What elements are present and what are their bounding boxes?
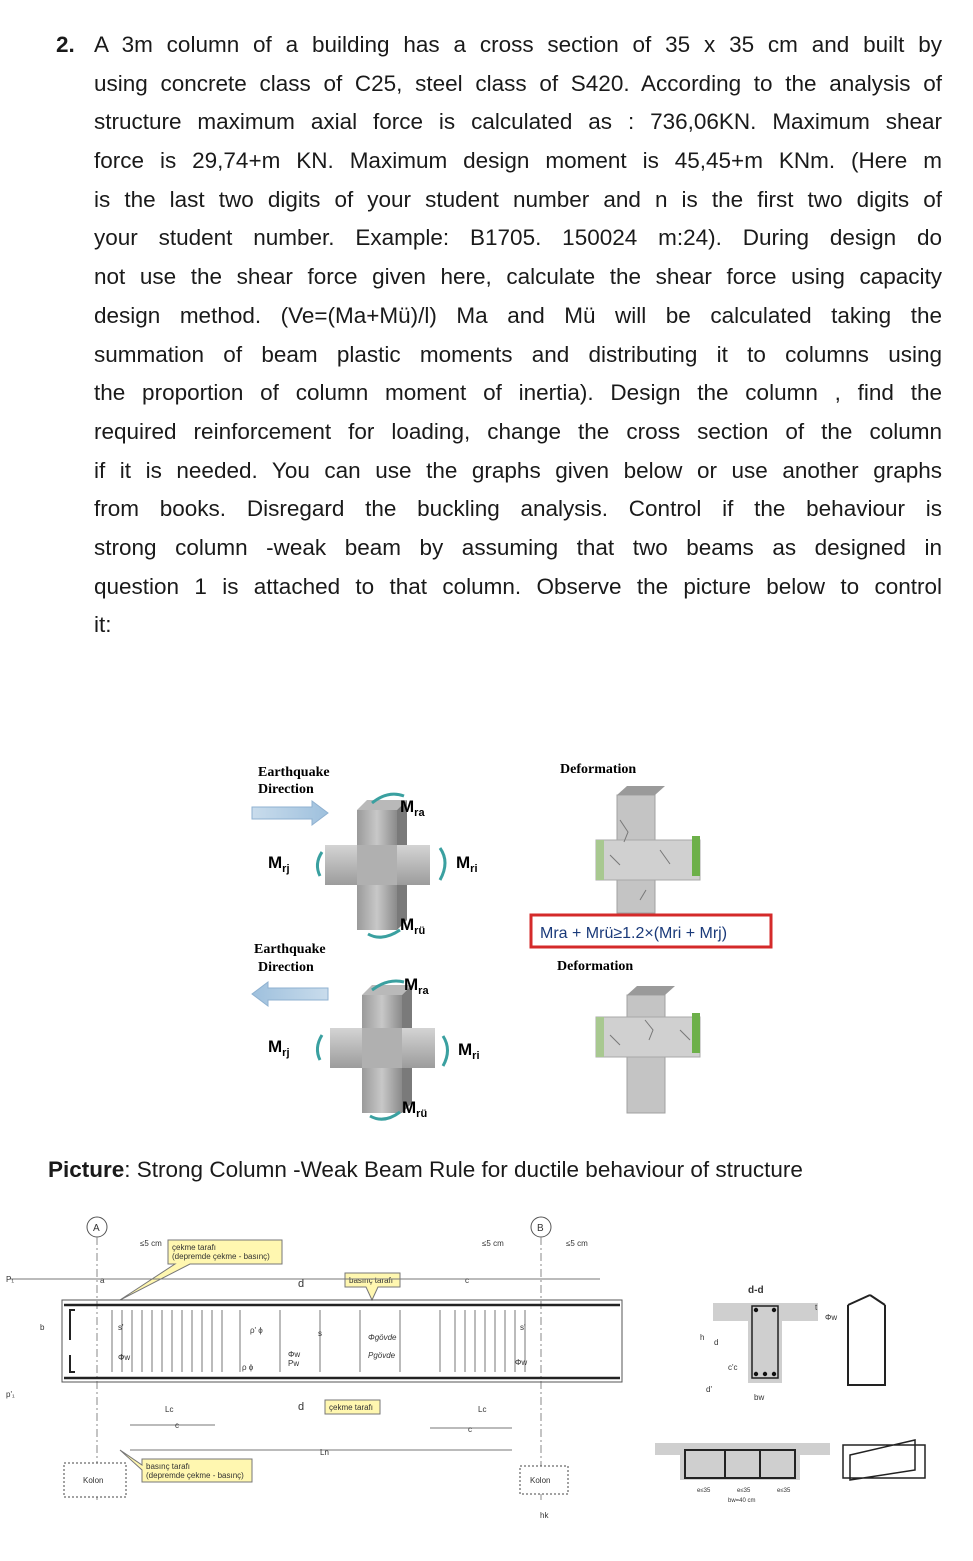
figure-caption <box>48 1157 928 1183</box>
s-label: s <box>318 1329 322 1338</box>
column-label-left: Kolon <box>83 1476 104 1485</box>
rho-govde: Pgövde <box>368 1351 396 1360</box>
question-line: if it is needed. You can use the graphs given below or use another graphs <box>94 457 942 483</box>
cc-label: c'c <box>728 1363 738 1372</box>
question-line: question 1 is attached to that column. Observe the picture below to control <box>94 573 942 599</box>
spacing-2: e≤35 <box>737 1488 751 1494</box>
max-5cm-2: ≤5 cm <box>482 1239 504 1248</box>
eq-arrow-left-icon <box>252 982 328 1006</box>
rho: ρ ϕ <box>242 1363 254 1372</box>
tension-side-mid-label: çekme tarafı <box>329 1403 374 1412</box>
d-mark-top: d <box>298 1278 305 1290</box>
c-label-right: c <box>468 1425 472 1434</box>
phi-w-left: Φw <box>118 1353 131 1362</box>
deformed-joint-2 <box>596 986 700 1113</box>
caption-label: Picture <box>48 1157 125 1182</box>
compression-side-bottom-1: basınç tarafı <box>146 1462 191 1471</box>
question-line: A 3m column of a building has a cross section of 35 x 35 cm and built by <box>94 32 942 57</box>
d-prime-label: d' <box>706 1385 712 1394</box>
lc-right: Lc <box>478 1405 487 1414</box>
s-prime-right: s' <box>520 1323 526 1332</box>
moment-label-mri: $M_{ri}$ <box>456 853 478 875</box>
max-5cm-1: ≤5 cm <box>140 1239 162 1248</box>
moment-label-mrj: $M_{rj}$ <box>268 853 290 875</box>
d-label: d <box>714 1338 719 1347</box>
question-line: summation of beam plastic moments and distributing it to columns using <box>94 341 942 367</box>
question-line: is the last two digits of your student number and n is the first two digits of <box>94 186 942 212</box>
t-label: t <box>815 1303 818 1312</box>
question-line: structure maximum axial force is calculated as : 736,06KN. Maximum shear <box>94 109 942 135</box>
phi-w-section: Φw <box>825 1313 838 1322</box>
rho-prime: ρ' ϕ <box>250 1326 263 1335</box>
moment-label-mrj-2: $M_{rj}$ <box>268 1037 290 1059</box>
question-line: the proportion of column moment of inertia). Design the column , find the <box>94 380 942 406</box>
question-number: 2. <box>56 32 75 57</box>
question-text <box>94 26 942 645</box>
eq-direction-label-3: Earthquake <box>254 942 326 957</box>
question-line: it: <box>94 612 112 638</box>
eq-direction-label-1: Earthquake <box>258 765 330 780</box>
tension-side-label-1: çekme tarafı <box>172 1243 217 1252</box>
phi-w-right: Φw <box>515 1358 528 1367</box>
eq-arrow-right-icon <box>252 801 328 825</box>
bw-40-label: bw=40 cm <box>728 1498 756 1504</box>
question-line: strong column -weak beam by assuming that two beams as designed in <box>94 534 942 560</box>
phi-w-mid-1: Φw <box>288 1350 301 1359</box>
eq-direction-label-4: Direction <box>258 960 314 975</box>
b-label: b <box>40 1323 45 1332</box>
question-line: force is 29,74+m KN. Maximum design moment is 45,45+m KNm. (Here m <box>94 148 942 174</box>
question-line: required reinforcement for loading, change the cross section of the column <box>94 418 942 444</box>
joint-cross-2 <box>317 981 447 1119</box>
rule-formula: Mra + Mrü≥1.2×(Mri + Mrj) <box>540 925 728 942</box>
compression-side-label: basınç tarafı <box>349 1276 394 1285</box>
c-label-top: c <box>465 1276 469 1285</box>
phi-w-mid-2: Pw <box>288 1359 300 1368</box>
hk-label: hk <box>540 1511 549 1520</box>
strong-column-figure <box>0 750 973 1140</box>
ln-label: Ln <box>320 1448 329 1457</box>
node-a: A <box>93 1223 100 1234</box>
a-label: a <box>100 1276 105 1285</box>
phi-govde: Φgövde <box>368 1333 397 1342</box>
moment-label-mru-2: $M_{rü}$ <box>402 1098 428 1120</box>
c-label-left: c <box>175 1421 179 1430</box>
d-mark-bottom: d <box>298 1401 305 1413</box>
lc-left: Lc <box>165 1405 174 1414</box>
spacing-3: e≤35 <box>777 1488 791 1494</box>
question-line: from books. Disregard the buckling analysis. Control if the behaviour is <box>94 496 942 522</box>
p1-prime-label: p'₁ <box>6 1390 15 1399</box>
h-label: h <box>700 1333 705 1342</box>
question-line: not use the shear force given here, calculate the shear force using capacity <box>94 264 942 290</box>
joint-cross-1 <box>317 794 445 937</box>
moment-label-mra: $M_{ra}$ <box>400 797 425 819</box>
deformation-label-2: Deformation <box>557 959 634 974</box>
moment-label-mru: $M_{rü}$ <box>400 915 426 937</box>
question-line: your student number. Example: B1705. 150024 m:24). During design do <box>94 225 942 251</box>
compression-side-bottom-2: (depremde çekme - basınç) <box>146 1471 244 1480</box>
question-line: design method. (Ve=(Ma+Mü)/l) Ma and Mü will be calculated taking the <box>94 302 942 328</box>
moment-label-mra-2: $M_{ra}$ <box>404 975 429 997</box>
moment-label-mri-2: $M_{ri}$ <box>458 1040 480 1062</box>
caption-text: : Strong Column -Weak Beam Rule for ductile behaviour of structure <box>124 1157 803 1182</box>
node-b: B <box>537 1223 544 1234</box>
column-label-right: Kolon <box>530 1476 551 1485</box>
question-line: using concrete class of C25, steel class of S420. According to the analysis of <box>94 70 942 96</box>
max-5cm-3: ≤5 cm <box>566 1239 588 1248</box>
section-dd-label: d-d <box>748 1285 764 1296</box>
deformed-joint-1 <box>596 786 700 913</box>
p1-label: P₁ <box>6 1275 15 1284</box>
eq-direction-label-2: Direction <box>258 782 314 797</box>
deformation-label-1: Deformation <box>560 762 637 777</box>
s-prime-left: s' <box>118 1323 124 1332</box>
tension-side-label-2: (depremde çekme - basınç) <box>172 1252 270 1261</box>
reinforcement-detail-drawing <box>0 1210 973 1540</box>
spacing-1: e≤35 <box>697 1488 711 1494</box>
bw-label: bw <box>754 1393 765 1402</box>
